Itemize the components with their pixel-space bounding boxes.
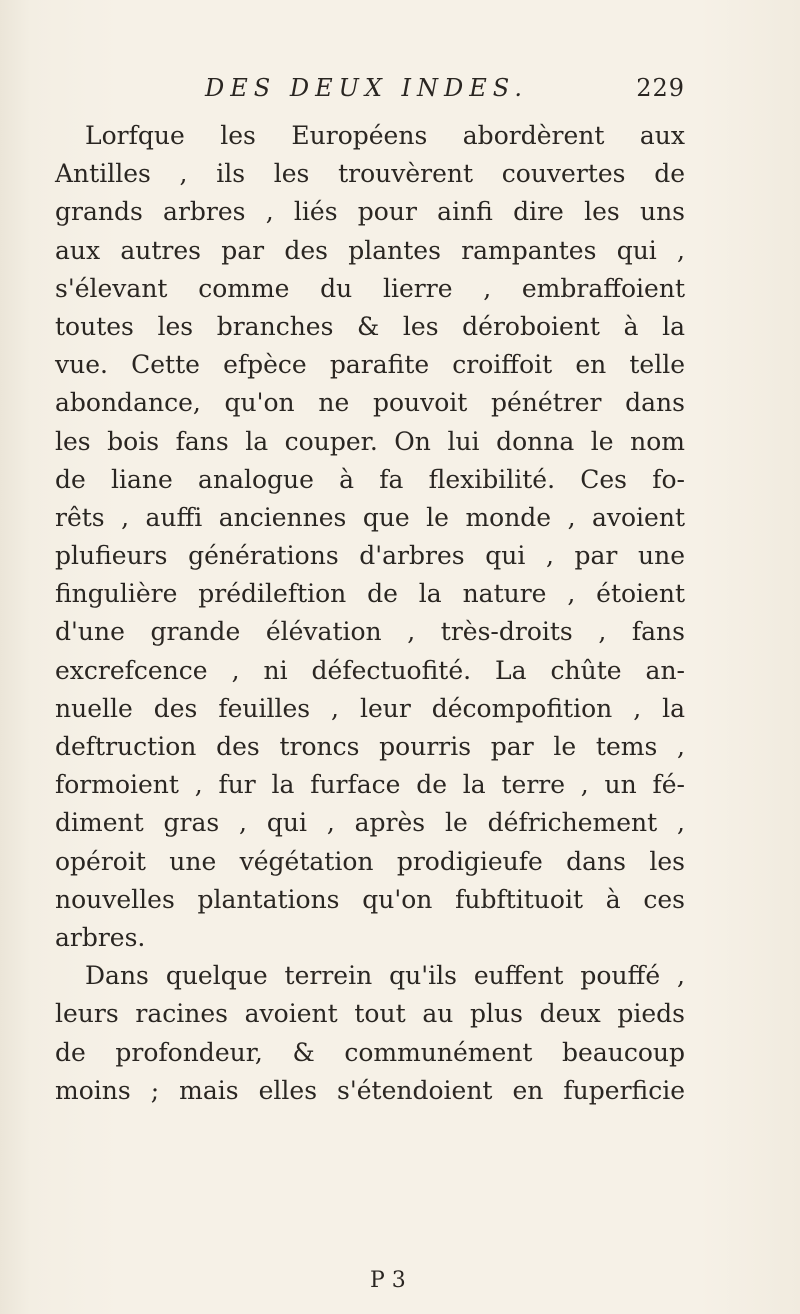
signature-mark: P 3: [370, 1268, 406, 1293]
text-line: arbres.: [55, 922, 146, 952]
text-line: deftruction des troncs pourris par le tems ,: [55, 732, 685, 761]
text-line: leurs racines avoient tout au plus deux pieds: [55, 999, 685, 1029]
text-line: de profondeur, & communément beaucoup: [55, 1037, 685, 1067]
page-number: 229: [636, 74, 685, 102]
text-line: opéroit une végétation prodigieufe dans les: [55, 846, 685, 876]
text-line: abondance, qu'on ne pouvoit pénétrer dans: [55, 388, 685, 418]
text-line: fingulière prédileftion de la nature , étoient: [55, 579, 685, 609]
text-line: s'élevant comme du lierre , embraffoient: [55, 273, 685, 303]
text-line: toutes les branches & les déroboient à la: [55, 311, 685, 341]
text-line: Antilles , ils les trouvèrent couvertes de: [55, 159, 685, 189]
page-header: [205, 74, 685, 114]
text-line: d'une grande élévation , très-droits , fans: [55, 617, 685, 647]
text-line: les bois fans la couper. On lui donna le nom: [55, 426, 685, 456]
text-line: nouvelles plantations qu'on fubftituoit à ces: [55, 884, 685, 914]
text-line: aux autres par des plantes rampantes qui ,: [55, 235, 685, 265]
text-line: excrefcence , ni défectuofité. La chûte an-: [55, 655, 685, 685]
text-line: moins ; mais elles s'étendoient en fuperficie: [55, 1075, 685, 1105]
text-line: plufieurs générations d'arbres qui , par une: [55, 541, 685, 571]
text-line: Dans quelque terrein qu'ils euffent pouffé ,: [85, 961, 685, 991]
text-line: vue. Cette efpèce parafite croiffoit en telle: [55, 350, 685, 380]
body-text: [55, 117, 685, 1110]
text-line: rêts , auffi anciennes que le monde , avoient: [55, 502, 685, 532]
text-line: diment gras , qui , après le défrichement ,: [55, 808, 685, 838]
text-line: formoient , fur la furface de la terre , un fé-: [55, 770, 685, 800]
text-line: de liane analogue à fa flexibilité. Ces fo-: [55, 464, 685, 494]
text-line: grands arbres , liés pour ainfi dire les uns: [55, 197, 685, 227]
text-line: nuelle des feuilles , leur décompofition , la: [55, 693, 685, 723]
text-line: Lorfque les Européens abordèrent aux: [85, 121, 685, 150]
running-title: DES DEUX INDES.: [205, 74, 528, 102]
